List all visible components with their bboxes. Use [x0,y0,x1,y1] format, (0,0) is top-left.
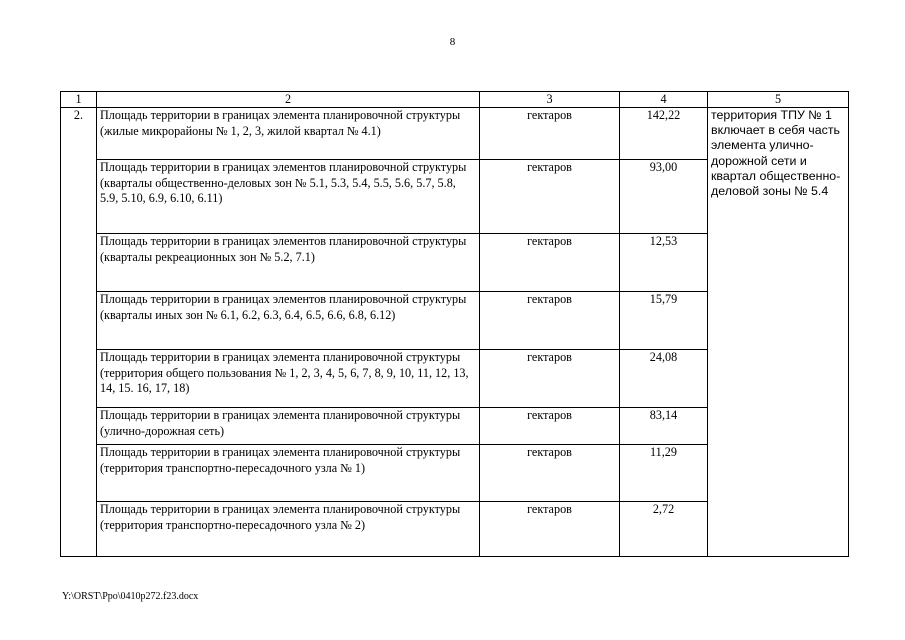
value-cell: 24,08 [620,350,708,408]
table-header-row [61,92,849,108]
unit-cell: гектаров [480,108,620,160]
column-header-5: 5 [708,92,849,108]
description-cell: Площадь территории в границах элемента планировочной структуры (улично-дорожная сеть) [97,408,480,445]
description-cell: Площадь территории в границах элемента планировочной структуры (территория общего пользования № 1, 2, 3, 4, 5, 6, 7, 8, 9, 10, 11, 12, 13, 14, 15. 16, 17, 18) [97,350,480,408]
unit-cell: гектаров [480,292,620,350]
value-cell: 83,14 [620,408,708,445]
table-row [61,108,849,160]
description-cell: Площадь территории в границах элемента планировочной структуры (территория транспортно-пересадочного узла № 1) [97,445,480,502]
note-cell: территория ТПУ № 1 включает в себя часть элемента улично-дорожной сети и квартал общественно-деловой зоны № 5.4 [708,108,849,557]
area-table [60,91,849,557]
unit-cell: гектаров [480,350,620,408]
unit-cell: гектаров [480,234,620,292]
description-cell: Площадь территории в границах элементов планировочной структуры (кварталы иных зон № 6.1, 6.2, 6.3, 6.4, 6.5, 6.6, 6.8, 6.12) [97,292,480,350]
value-cell: 93,00 [620,160,708,234]
unit-cell: гектаров [480,408,620,445]
unit-cell: гектаров [480,502,620,557]
unit-cell: гектаров [480,445,620,502]
value-cell: 12,53 [620,234,708,292]
column-header-1: 1 [61,92,97,108]
column-header-3: 3 [480,92,620,108]
value-cell: 11,29 [620,445,708,502]
row-number-cell: 2. [61,108,97,557]
description-cell: Площадь территории в границах элементов планировочной структуры (кварталы рекреационных зон № 5.2, 7.1) [97,234,480,292]
page-number: 8 [449,36,456,48]
column-header-4: 4 [620,92,708,108]
file-path-footer: Y:\ORST\Ppo\0410p272.f23.docx [62,591,199,602]
value-cell: 2,72 [620,502,708,557]
value-cell: 142,22 [620,108,708,160]
description-cell: Площадь территории в границах элемента планировочной структуры (жилые микрорайоны № 1, 2, 3, жилой квартал № 4.1) [97,108,480,160]
description-cell: Площадь территории в границах элемента планировочной структуры (территория транспортно-пересадочного узла № 2) [97,502,480,557]
value-cell: 15,79 [620,292,708,350]
column-header-2: 2 [97,92,480,108]
description-cell: Площадь территории в границах элементов планировочной структуры (кварталы общественно-деловых зон № 5.1, 5.3, 5.4, 5.5, 5.6, 5.7, 5.8, 5.9, 5.10, 6.9, 6.10, 6.11) [97,160,480,234]
unit-cell: гектаров [480,160,620,234]
